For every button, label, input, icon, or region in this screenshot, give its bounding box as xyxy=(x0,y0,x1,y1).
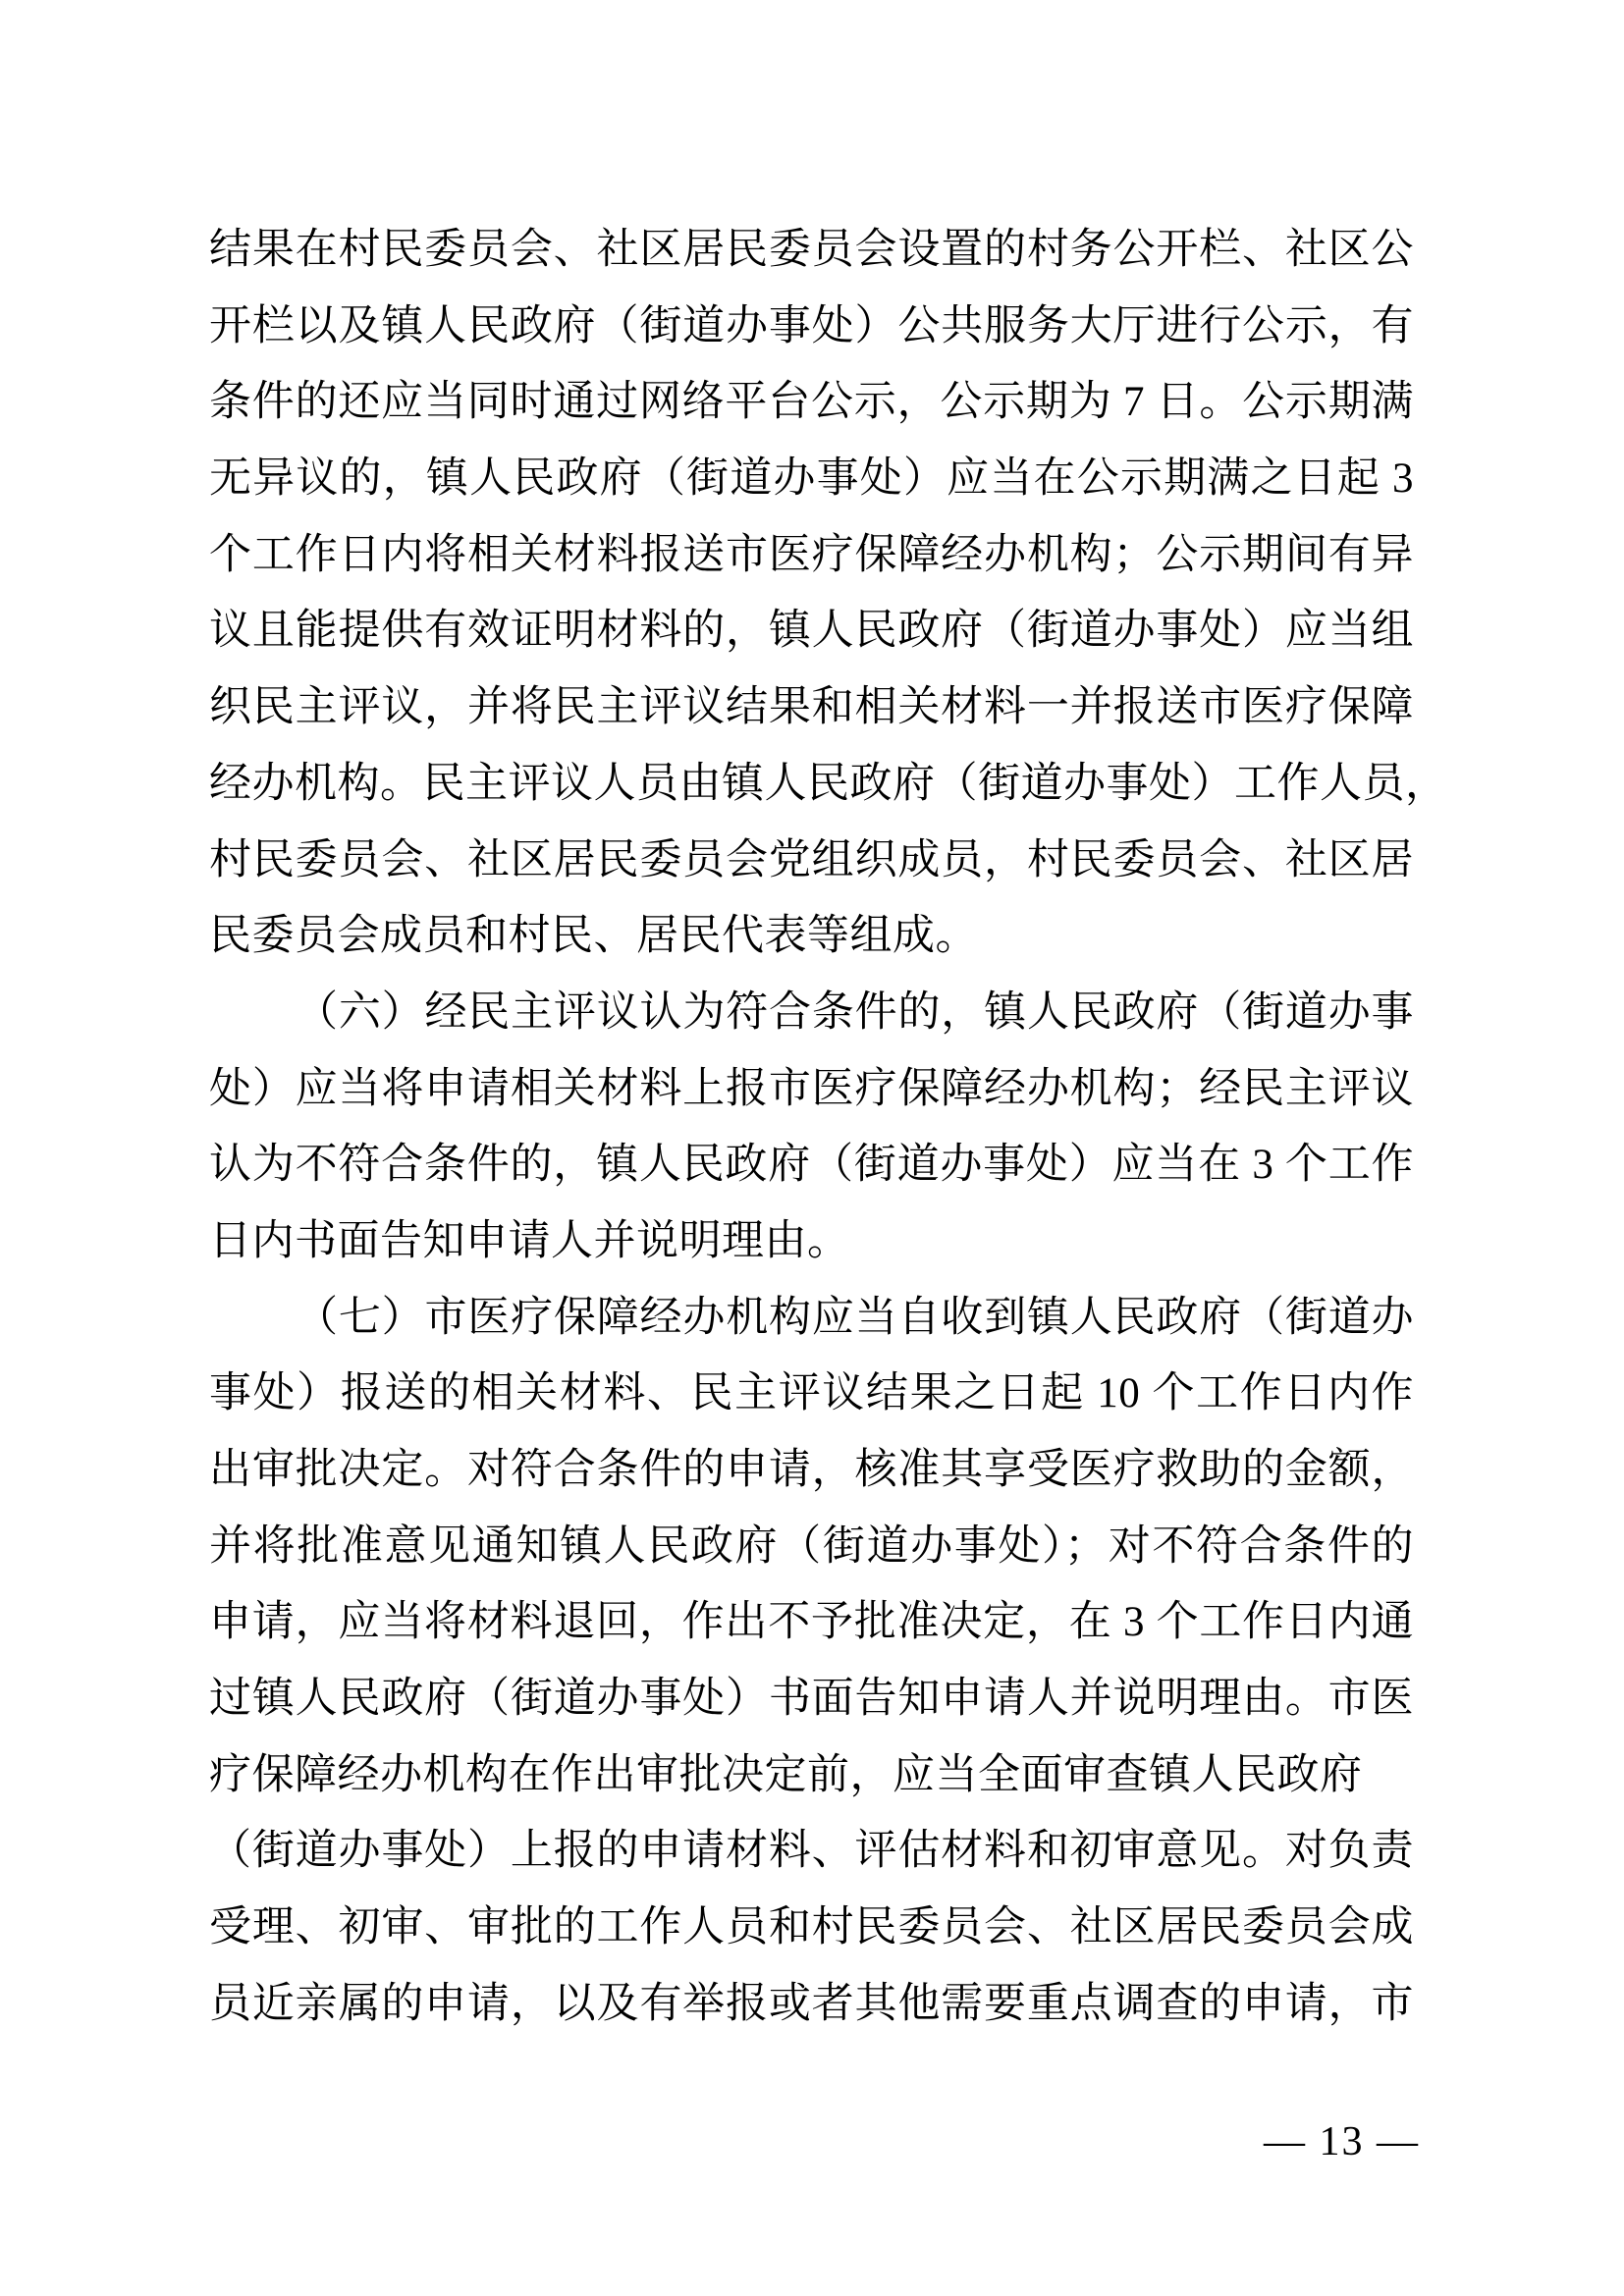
text-line: 事处）报送的相关材料、民主评议结果之日起 10 个工作日内作 xyxy=(209,1370,1414,1417)
page-number: — 13 — xyxy=(1264,2119,1420,2164)
text-line: 处）应当将申请相关材料上报市医疗保障经办机构；经民主评议 xyxy=(209,1065,1414,1112)
text-line: 织民主评议，并将民主评议结果和相关材料一并报送市医疗保障 xyxy=(209,684,1414,731)
text-line: 疗保障经办机构在作出审批决定前，应当全面审查镇人民政府 xyxy=(209,1751,1363,1798)
text-line: 经办机构。民主评议人员由镇人民政府（街道办事处）工作人员， xyxy=(209,760,1448,807)
text-line: 受理、初审、审批的工作人员和村民委员会、社区居民委员会成 xyxy=(209,1904,1414,1951)
text-line: 员近亲属的申请，以及有举报或者其他需要重点调查的申请，市 xyxy=(209,1980,1414,2027)
text-line: （六）经民主评议认为符合条件的，镇人民政府（街道办事 xyxy=(296,988,1414,1036)
text-line: 日内书面告知申请人并说明理由。 xyxy=(209,1217,850,1264)
text-line: 开栏以及镇人民政府（街道办事处）公共服务大厅进行公示，有 xyxy=(209,302,1414,349)
text-line: 议且能提供有效证明材料的，镇人民政府（街道办事处）应当组 xyxy=(209,608,1414,655)
text-line: （街道办事处）上报的申请材料、评估材料和初审意见。对负责 xyxy=(209,1828,1414,1875)
text-line: 申请，应当将材料退回，作出不予批准决定，在 3 个工作日内通 xyxy=(209,1599,1414,1646)
text-line: 无异议的，镇人民政府（街道办事处）应当在公示期满之日起 3 xyxy=(209,455,1414,503)
text-line: 并将批准意见通知镇人民政府（街道办事处）；对不符合条件的 xyxy=(209,1522,1414,1570)
body-text xyxy=(209,212,1448,2043)
text-line: 村民委员会、社区居民委员会党组织成员，村民委员会、社区居 xyxy=(209,836,1414,883)
text-line: 结果在村民委员会、社区居民委员会设置的村务公开栏、社区公 xyxy=(209,227,1414,273)
text-line: （七）市医疗保障经办机构应当自收到镇人民政府（街道办 xyxy=(296,1294,1414,1341)
text-line: 个工作日内将相关材料报送市医疗保障经办机构；公示期间有异 xyxy=(209,531,1414,578)
text-line: 出审批决定。对符合条件的申请，核准其享受医疗救助的金额， xyxy=(209,1447,1414,1493)
text-line: 民委员会成员和村民、居民代表等组成。 xyxy=(209,913,978,960)
text-line: 条件的还应当同时通过网络平台公示，公示期为 7 日。公示期满 xyxy=(209,379,1414,426)
text-line: 过镇人民政府（街道办事处）书面告知申请人并说明理由。市医 xyxy=(209,1676,1414,1723)
text-line: 认为不符合条件的，镇人民政府（街道办事处）应当在 3 个工作 xyxy=(209,1142,1414,1189)
